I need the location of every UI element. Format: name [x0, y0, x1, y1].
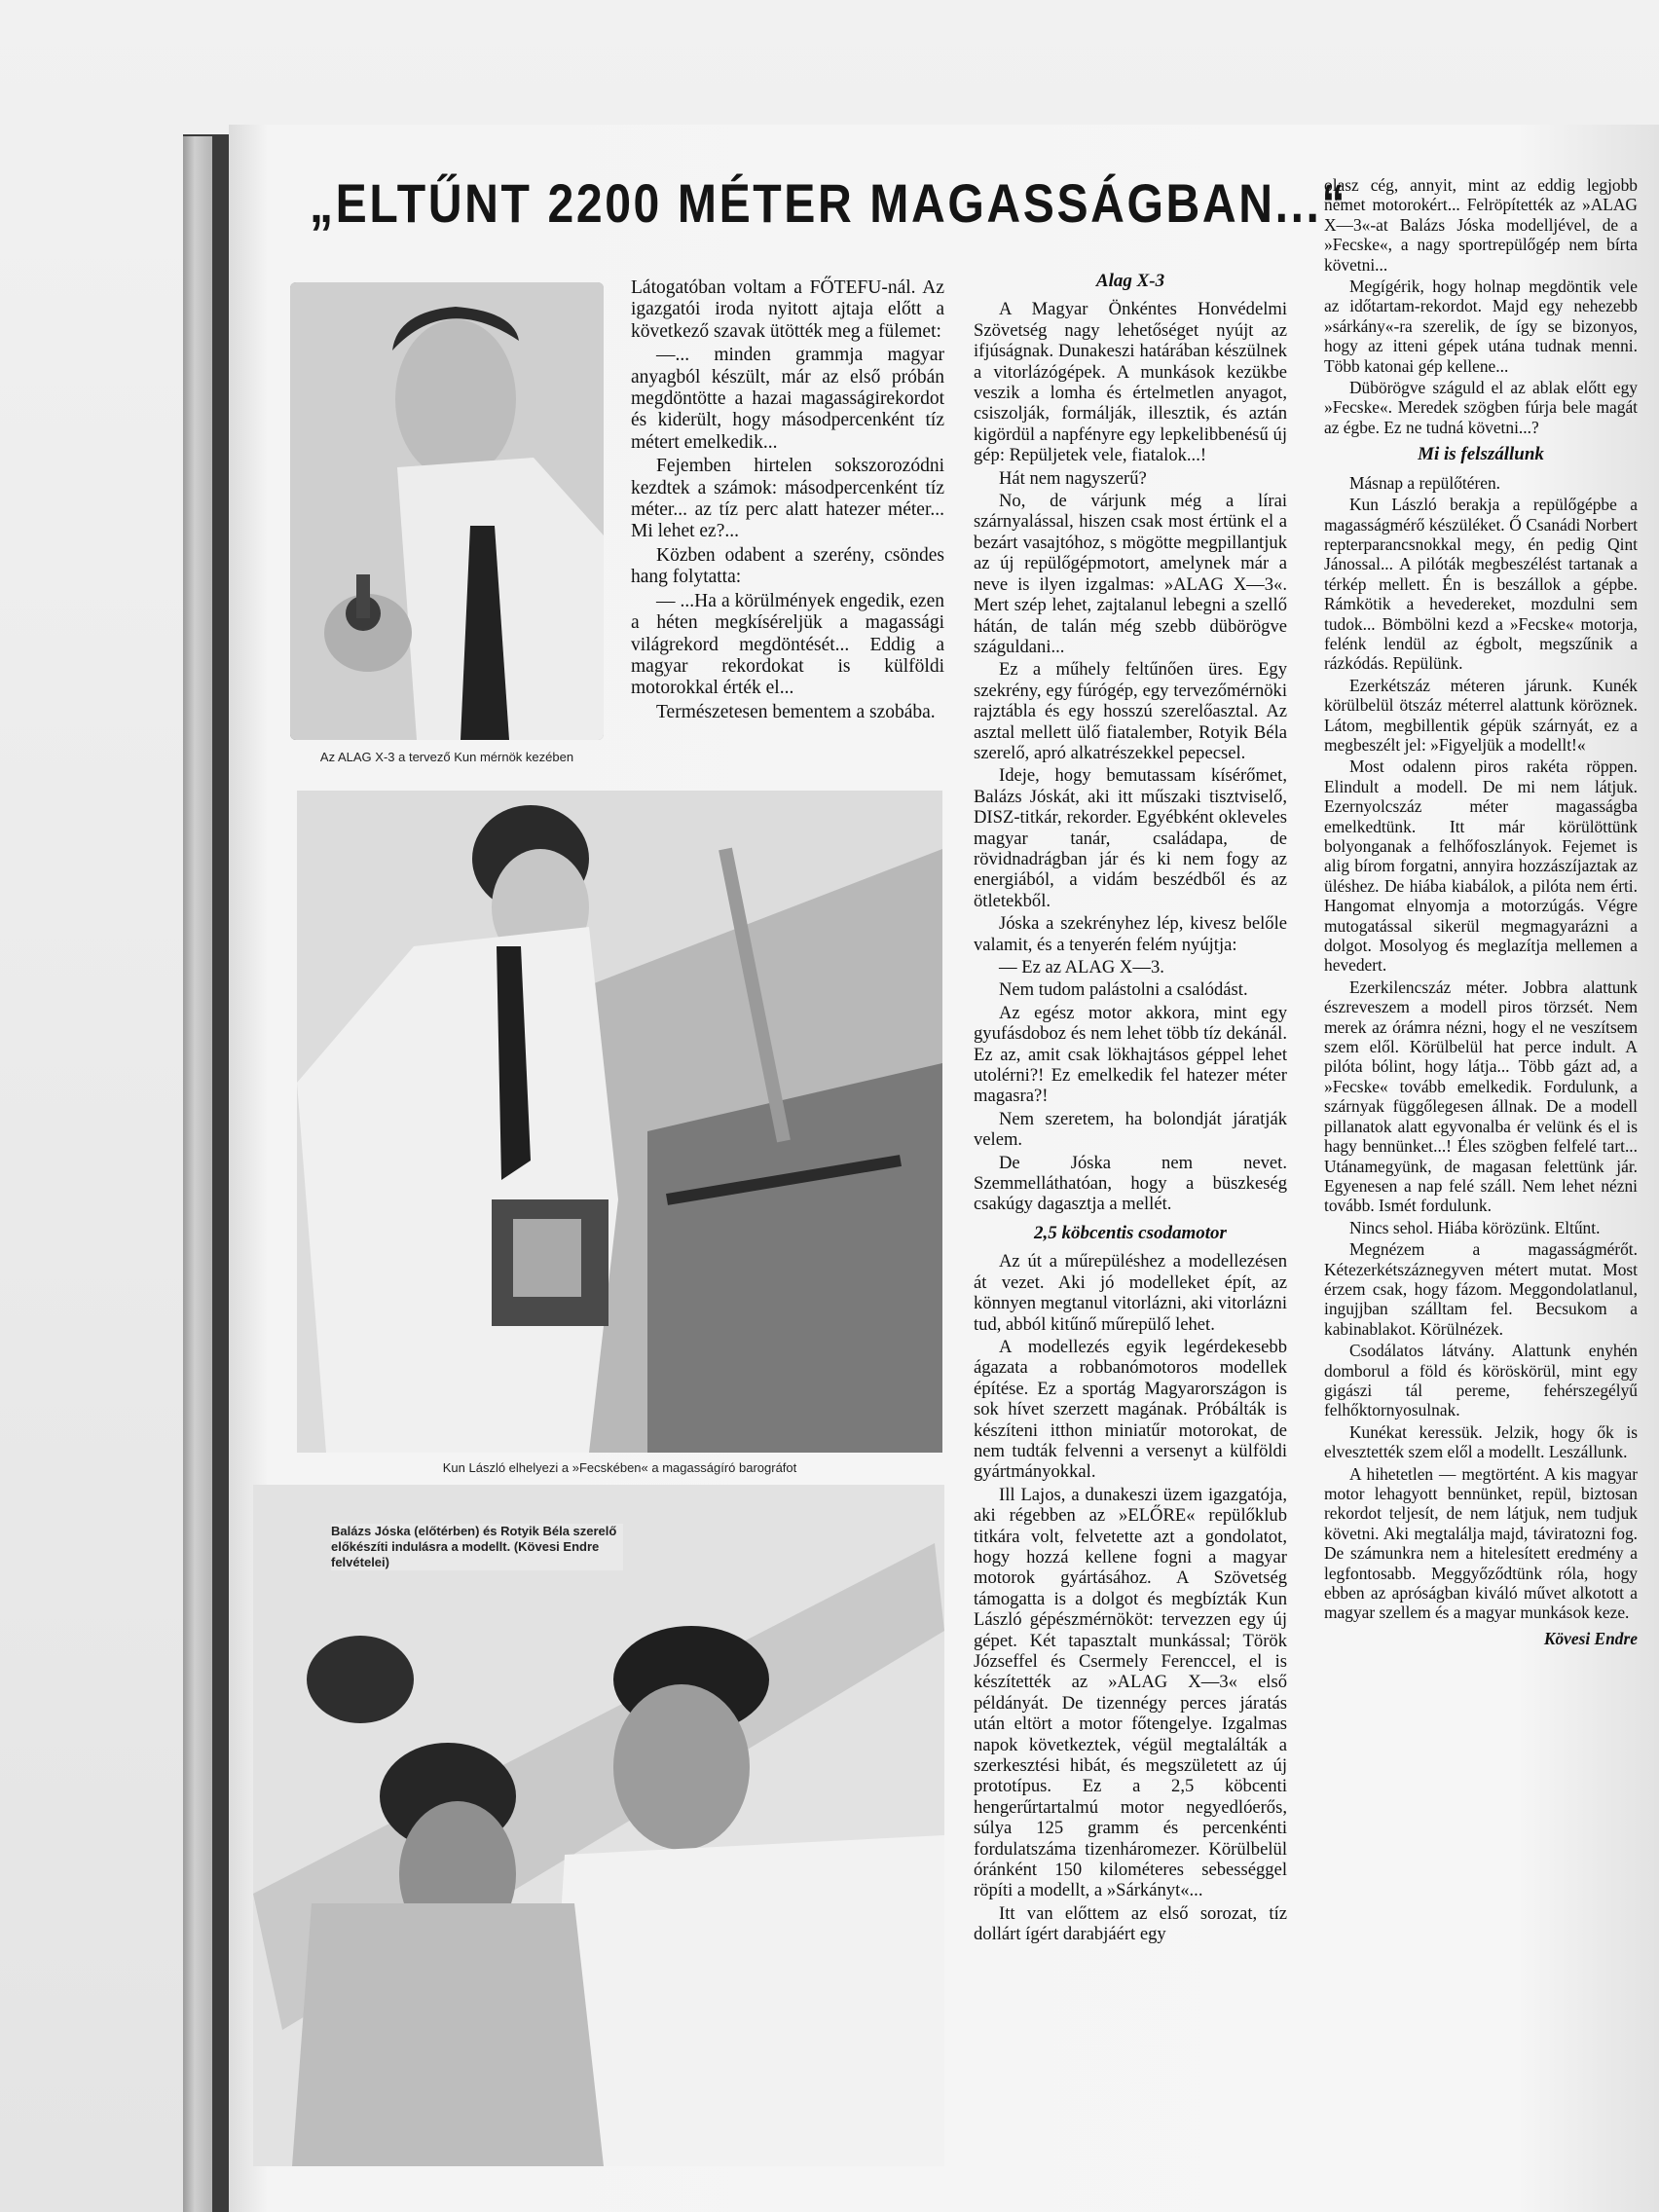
workshop-illustration	[297, 791, 942, 1453]
middle-column	[974, 263, 1287, 1947]
body-paragraph: Ez a műhely feltűnően üres. Egy szekrény, egy fúrógép, egy tervezőmérnöki rajztábla és egy hosszú szerelőasztal. Az asztal mellett ülő fiatalember, Rotyik Béla szerelő, apró alkatrészekkel pepecsel.	[974, 659, 1287, 763]
body-paragraph: Az út a műrepüléshez a modellezésen át vezet. Aki jó modelleket épít, az könnyen megtanul vitorlázni, aki vitorlázni tud, abból kitűnő műrepülő lehet.	[974, 1251, 1287, 1335]
headline: „ELTŰNT 2200 MÉTER MAGASSÁGBAN...“	[310, 172, 1348, 234]
body-paragraph: A modellezés egyik legérdekesebb ágazata a robbanómotoros modellek építése. Ez a sportág Magyarországon is sok hívet szerzett magának. Próbálták is készíteni itthon miniatűr motorokat, de nem tudták felvenni a versenyt a külföldi gyártmányokkal.	[974, 1336, 1287, 1483]
body-paragraph: Másnap a repülőtéren.	[1349, 472, 1501, 493]
photo-engineer-with-engine	[290, 282, 604, 740]
intro-paragraph: Természetesen bementem a szobába.	[656, 701, 936, 722]
body-paragraph: olasz cég, annyit, mint az eddig legjobb német motorokért... Felröpítették az »ALAG X—3«-at Balázs Jóska modelljével, de a »Fecske«, a nagy sportrepülőgép nem bírta követni...	[1324, 175, 1638, 275]
caption-photo1: Az ALAG X-3 a tervező Kun mérnök kezében	[319, 750, 574, 764]
intro-paragraph: Fejemben hirtelen sokszorozódni kezdtek a számok: másodpercenként tíz méter... az tíz perc alatt hatezer méter... Mi lehet ez?...	[631, 456, 944, 542]
intro-paragraph: —... minden grammja magyar anyagból készült, már az első próbán megdöntötte a hazai magasságirekordot és kiderült, hogy másodpercenként tíz métert emelkedik...	[631, 345, 944, 453]
intro-paragraph: Közben odabent a szerény, csöndes hang folytatta:	[631, 544, 944, 588]
author-signature: Kövesi Endre	[1543, 1628, 1638, 1648]
body-paragraph: De Jóska nem nevet. Szemmelláthatóan, hogy a büszkeség csakúgy dagasztja a mellét.	[974, 1152, 1287, 1215]
body-paragraph: Nincs sehol. Hiába körözünk. Eltűnt.	[1349, 1217, 1601, 1237]
binder-spine	[183, 136, 212, 2212]
body-paragraph: Ezerkétszáz méteren járunk. Kunék körülbelül ötszáz méterrel alattunk köröznek. Látom, megbillentik gépük szárnyát, ez a megbeszélt jel: »Figyeljük a modellt!«	[1324, 675, 1638, 755]
model-prep-illustration	[253, 1485, 944, 2166]
body-paragraph: Ezerkilencszáz méter. Jobbra alattunk észreveszem a modell piros törzsét. Nem merek az órámra nézni, hogy el ne veszítsem szem elől. Körülbelül hat perce indult. A pilóta bólint, hogy látja... Több gázt ad, a »Fecske« tovább emelkedik. Fordulunk, a szárnyak függőlegesen állnak. De a modell pillanatok alatt egyvonalba ér velünk és el is hagy bennünket...! Éles szögben felfelé tart... Utánamegyünk, de magasan felettünk jár. Egyenesen a nap felé száll. Nem lehet nézni tovább. Ismét fordulunk.	[1324, 977, 1638, 1216]
body-paragraph: Csodálatos látvány. Alattunk enyhén domborul a föld és köröskörül, mint egy gigászi tál pereme, fehérszegélyű felhőktornyosulnak.	[1324, 1341, 1638, 1420]
body-paragraph: A hihetetlen — megtörtént. A kis magyar motor lehagyott bennünket, repül, biztosan rekordot teljesít, de nem látjuk, nem tudjuk követni. Aki megtalálja majd, táviratozni fog. De számunkra nem a hitelesített eredmény a legfontosabb. Meggyőződtünk róla, hogy ebben az apróságban kiváló művet alkotott a magyar szellem és a magyar munkások keze.	[1324, 1463, 1638, 1623]
photo-workshop	[297, 791, 942, 1453]
body-paragraph: — Ez az ALAG X—3.	[999, 957, 1164, 977]
intro-paragraph: Látogatóban voltam a FŐTEFU-nál. Az igazgatói iroda nyitott ajtaja előtt a következő szavak ütötték meg a fülemet:	[631, 277, 944, 342]
intro-column	[631, 277, 944, 725]
right-column	[1324, 175, 1638, 1648]
body-paragraph: No, de várjunk még a lírai szárnyalással, hiszen csak most értünk el a bezárt vasajtóhoz, s mögötte megpillantjuk az új repülőgépmotort, amelynek már a neve is ilyen izgalmas: »ALAG X—3«. Mert szép lehet, zajtalanul lebegni a szellő hátán, de talán még szebb dübörögve száguldani...	[974, 491, 1287, 657]
subheading-alag: Alag X-3	[1095, 271, 1165, 291]
intro-paragraph: — ...Ha a körülmények engedik, ezen a héten megkíséreljük a magassági világrekord megdöntését... Eddig a magyar rekordokat is külföldi motorokkal érték el...	[631, 590, 944, 699]
body-paragraph: Dübörögve száguld el az ablak előtt egy »Fecske«. Meredek szögben fúrja bele magát az égbe. Ez ne tudná követni...?	[1324, 378, 1638, 437]
subheading-csodamotor: 2,5 köbcentis csodamotor	[1034, 1222, 1227, 1243]
body-paragraph: Megígérik, hogy holnap megdöntik vele az időtartam-rekordot. Majd egy nehezebb »sárkány«-ra szerelik, de így se bizonyos, hogy az itteni gépek utána tudnak menni. Több katonai gép kellene...	[1324, 276, 1638, 376]
subheading-felszallunk: Mi is felszállunk	[1418, 444, 1544, 465]
caption-photo2: Kun László elhelyezi a »Fecskében« a magasságíró barográfot	[442, 1460, 797, 1475]
body-paragraph: Ideje, hogy bemutassam kísérőmet, Balázs Jóskát, aki itt műszaki tisztviselő, DISZ-titkár, rekorder. Egyébként okleveles magyar tanár, családapa, de rövidnadrágban jár és ki nem fogy az energiából, a vidám beszédből és az ötletekből.	[974, 765, 1287, 911]
body-paragraph: Kunékat keressük. Jelzik, hogy ők is elvesztették szem elől a modellt. Leszállunk.	[1324, 1421, 1638, 1462]
photo-model-preparation	[253, 1485, 944, 2166]
body-paragraph: Nem szeretem, ha bolondját járatják velem.	[974, 1108, 1287, 1151]
body-paragraph: Kun László berakja a repülőgépbe a magasságmérő készüléket. Ő Csanádi Norbert repterparancsnokkal megy, én pedig Qint Jánossal... A pilóták megbeszélést tartanak a térkép mellett. Én is beszállok a gépbe. Rámkötik a hevedereket, mozdulni sem tudok... Bömbölni kezd a »Fecske« motorja, felénk lendül az égbolt, megszűnik a rázkódás. Repülünk.	[1324, 495, 1638, 674]
body-paragraph: Nem tudom palástolni a csalódást.	[999, 979, 1248, 1001]
body-paragraph: Itt van előttem az első sorozat, tíz dollárt ígért darabjáért egy	[974, 1902, 1287, 1945]
body-paragraph: Az egész motor akkora, mint egy gyufásdoboz és nem lehet több tíz dekánál. Ez az, amit csak lökhajtásos géppel lehet utolérni?! Ez emelkedik fel hatezer méter magasra?!	[974, 1002, 1287, 1107]
engineer-illustration	[290, 282, 604, 740]
body-paragraph: Megnézem a magasságmérőt. Kétezerkétszáznegyven métert mutat. Most érzem csak, hogy fázom. Meggondolatlanul, ingujjban szálltam fel. Becsukom a kabinablakot. Körülnézek.	[1324, 1239, 1638, 1339]
body-paragraph: Ill Lajos, a dunakeszi üzem igazgatója, aki régebben az »ELŐRE« repülőklub titkára volt, felvetette azt a gondolatot, hogy hozzá kellene fogni a magyar motorok gyártásához. A Szövetség támogatta is a dolgot és megbízták Kun László gépészmérnököt: tervezzen egy új gépet. Két tapasztalt munkással; Török Józseffel és Csermely Ferenccel, el is készítették az »ALAG X—3« első példányát. De tizennégy perces járatás után eltört a motor főtengelye. Izgalmas napok következtek, végül megtalálták a szerkesztési hibát, és megszületett az új prototípus. Ez a 2,5 köbcenti hengerűrtartalmú motor negyedlóerős, súlya 125 gramm és percenkénti fordulatszáma tizenháromezer. Körülbelül óránként 150 kilométeres sebességgel röpíti a modellt, a »Sárkányt«...	[974, 1484, 1287, 1901]
body-paragraph: Most odalenn piros rakéta röppen. Elindult a modell. De mi nem látjuk. Ezernyolcszáz méter magasságba emelkedtünk. Itt már körülöttünk bolyonganak a felhőfoszlányok. Fejemet is alig bírom forgatni, annyira hozzászíjaztak az üléshez. De hiába kiabálok, a pilóta nem érti. Hangomat elnyomja a motorzúgás. Végre mutogatással sikerül megmagyarázni a dolgot. Mosolyog és meglazítja mellemen a hevedert.	[1324, 756, 1638, 976]
body-paragraph: Hát nem nagyszerű?	[999, 467, 1147, 489]
body-paragraph: Jóska a szekrényhez lép, kivesz belőle valamit, és a tenyerén felém nyújtja:	[974, 913, 1287, 955]
body-paragraph: A Magyar Önkéntes Honvédelmi Szövetség nagy lehetőséget nyújt az ifjúságnak. Dunakeszi határában készülnek a vitorlázógépek. A munkások kezükbe veszik a lomha és értelmetlen anyagot, csiszolják, formálják, illesztik, és aztán kigördül a napfényre egy lepkelibbenésű új gép: Repüljetek vele, fiatalok...!	[974, 299, 1287, 466]
caption-photo3: Balázs Jóska (előtérben) és Rotyik Béla szerelő előkészíti indulásra a modellt. (Kövesi Endre felvételei)	[331, 1524, 623, 1570]
